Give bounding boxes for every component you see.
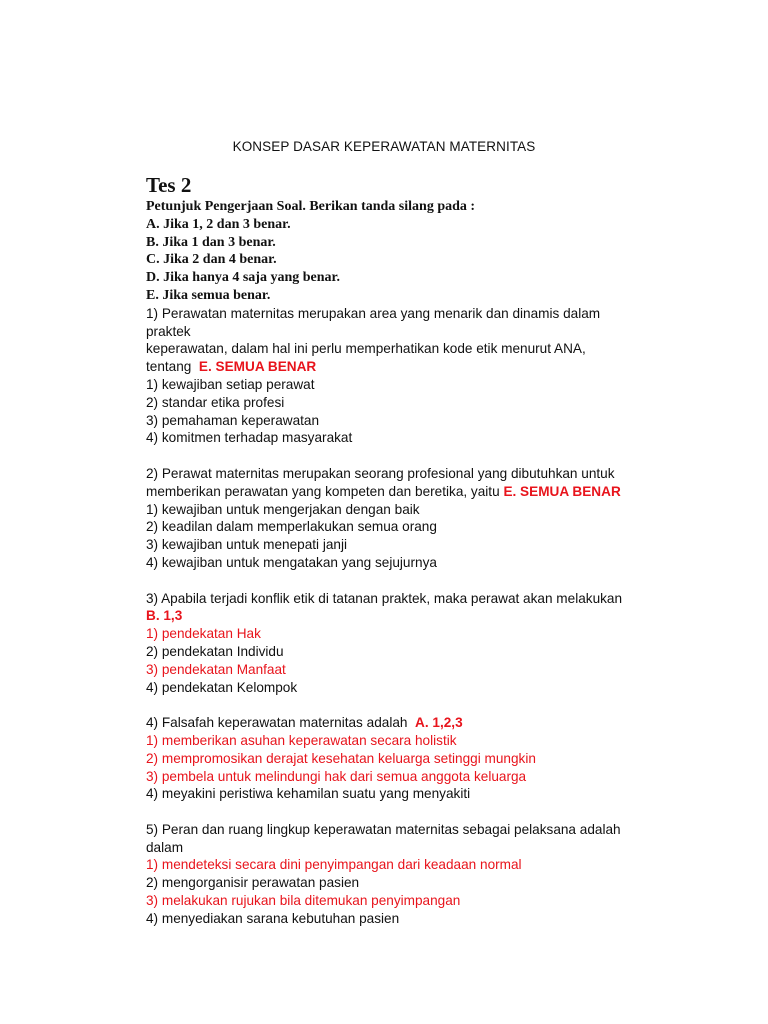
spacer — [146, 447, 746, 465]
answer-key: A. 1,2,3 — [415, 715, 463, 731]
question-4 — [146, 714, 746, 803]
option-item: 1) kewajiban setiap perawat — [146, 376, 315, 392]
option-item-correct: 1) mendeteksi secara dini penyimpangan dari keadaan normal — [146, 857, 522, 873]
instruction-option-d: D. Jika hanya 4 saja yang benar. — [146, 270, 340, 286]
question-text: tentang — [146, 359, 192, 375]
option-item: 4) menyediakan sarana kebutuhan pasien — [146, 910, 400, 926]
option-item: 4) kewajiban untuk mengatakan yang sejujurnya — [146, 554, 437, 570]
option-item: 3) kewajiban untuk menepati janji — [146, 537, 348, 553]
question-1 — [146, 305, 746, 447]
option-item: 2) standar etika profesi — [146, 394, 285, 410]
question-text-with-answer — [146, 483, 746, 501]
question-2 — [146, 465, 746, 572]
option-item: 4) meyakini peristiwa kehamilan suatu yang menyakiti — [146, 786, 471, 802]
option-item: 2) mengorganisir perawatan pasien — [146, 875, 360, 891]
question-3 — [146, 590, 746, 697]
instruction-option-b: B. Jika 1 dan 3 benar. — [146, 234, 276, 250]
question-text: 3) Apabila terjadi konflik etik di tatanan praktek, maka perawat akan melakukan — [146, 590, 623, 606]
instruction-option-a: A. Jika 1, 2 dan 3 benar. — [146, 216, 291, 232]
spacer — [146, 696, 746, 714]
question-text: 1) Perawatan maternitas merupakan area yang menarik dan dinamis dalam — [146, 305, 601, 321]
option-item-correct: 3) pembela untuk melindungi hak dari semua anggota keluarga — [146, 768, 527, 784]
question-text: 5) Peran dan ruang lingkup keperawatan maternitas sebagai pelaksana adalah — [146, 821, 621, 837]
option-item: 4) komitmen terhadap masyarakat — [146, 430, 353, 446]
spacer — [146, 803, 746, 821]
answer-key: E. SEMUA BENAR — [503, 483, 621, 499]
option-item: 1) kewajiban untuk mengerjakan dengan baik — [146, 501, 420, 517]
question-text: 4) Falsafah keperawatan maternitas adalah — [146, 715, 408, 731]
instruction-option-e: E. Jika semua benar. — [146, 287, 271, 303]
option-item: 3) pemahaman keperawatan — [146, 412, 320, 428]
option-item: 2) keadilan dalam memperlakukan semua orang — [146, 519, 437, 535]
option-item-correct: 3) pendekatan Manfaat — [146, 661, 286, 677]
document-body — [146, 172, 746, 928]
option-item-correct: 3) melakukan rujukan bila ditemukan penyimpangan — [146, 893, 461, 909]
option-item-correct: 1) memberikan asuhan keperawatan secara holistik — [146, 732, 457, 748]
question-text: praktek — [146, 323, 191, 339]
question-5 — [146, 821, 746, 928]
option-item-correct: 1) pendekatan Hak — [146, 626, 261, 642]
option-item: 4) pendekatan Kelompok — [146, 679, 298, 695]
question-text-with-answer — [146, 714, 746, 732]
answer-key: B. 1,3 — [146, 608, 183, 624]
instructions — [146, 198, 746, 305]
question-text: dalam — [146, 839, 184, 855]
option-item: 2) pendekatan Individu — [146, 643, 284, 659]
question-text: memberikan perawatan yang kompeten dan beretika, yaitu — [146, 483, 500, 499]
answer-key: E. SEMUA BENAR — [198, 359, 317, 375]
instruction-line: Petunjuk Pengerjaan Soal. Berikan tanda silang pada : — [146, 199, 476, 214]
question-text: keperawatan, dalam hal ini perlu memperhatikan kode etik menurut ANA, — [146, 341, 586, 357]
spacer — [146, 572, 746, 590]
instruction-option-c: C. Jika 2 dan 4 benar. — [146, 252, 277, 268]
question-text-with-answer — [146, 358, 746, 376]
option-item-correct: 2) mempromosikan derajat kesehatan keluarga setinggi mungkin — [146, 750, 536, 766]
document-title: KONSEP DASAR KEPERAWATAN MATERNITAS — [232, 139, 536, 154]
test-heading: Tes 2 — [146, 173, 192, 197]
question-text: 2) Perawat maternitas merupakan seorang profesional yang dibutuhkan untuk — [146, 465, 615, 481]
